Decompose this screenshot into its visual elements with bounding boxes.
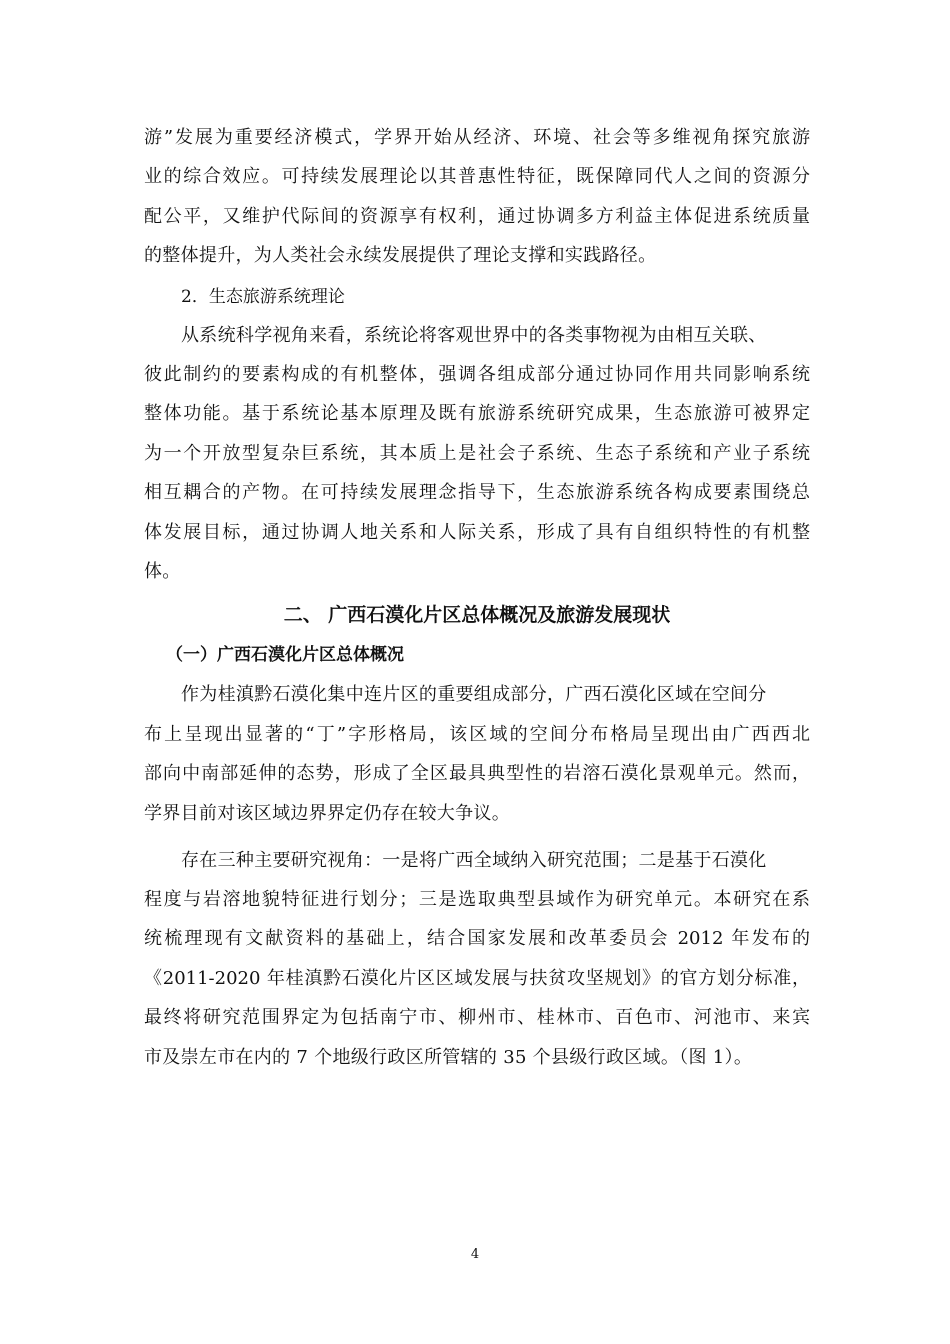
text-line: 为一个开放型复杂巨系统，其本质上是社会子系统、生态子系统和产业子系统 — [144, 443, 810, 464]
text-line: 业的综合效应。可持续发展理论以其普惠性特征，既保障同代人之间的资源分 — [144, 166, 810, 187]
text-line: 彼此制约的要素构成的有机整体，强调各组成部分通过协同作用共同影响系统 — [144, 364, 810, 385]
text-line: 程度与岩溶地貌特征进行划分；三是选取典型县域作为研究单元。本研究在系 — [144, 889, 810, 910]
text-line: 整体功能。基于系统论基本原理及既有旅游系统研究成果，生态旅游可被界定 — [144, 403, 810, 424]
text-line: 市及崇左市在内的 7 个地级行政区所管辖的 35 个县级行政区域。（图 1）。 — [144, 1047, 753, 1068]
text-line: 布上呈现出显著的“丁”字形格局，该区域的空间分布格局呈现出由广西西北 — [144, 724, 810, 745]
text-line: 配公平，又维护代际间的资源享有权利，通过协调多方利益主体促进系统质量 — [144, 206, 810, 227]
page-number: 4 — [470, 1247, 480, 1262]
text-line: 作为桂滇黔石漠化集中连片区的重要组成部分，广西石漠化区域在空间分 — [181, 684, 767, 705]
text-line: 学界目前对该区域边界界定仍存在较大争议。 — [144, 803, 510, 824]
text-line: 部向中南部延伸的态势，形成了全区最具典型性的岩溶石漠化景观单元。然而， — [144, 763, 810, 784]
text-line: 最终将研究范围界定为包括南宁市、柳州市、桂林市、百色市、河池市、来宾 — [144, 1007, 810, 1028]
text-line: 游”发展为重要经济模式，学界开始从经济、环境、社会等多维视角探究旅游 — [144, 127, 810, 148]
text-line: 体发展目标，通过协调人地关系和人际关系，形成了具有自组织特性的有机整 — [144, 522, 810, 543]
text-line: 相互耦合的产物。在可持续发展理念指导下，生态旅游系统各构成要素围绕总 — [144, 482, 810, 503]
text-line: 统梳理现有文献资料的基础上，结合国家发展和改革委员会 2012 年发布的 — [144, 928, 810, 949]
text-line: 存在三种主要研究视角：一是将广西全域纳入研究范围；二是基于石漠化 — [181, 850, 767, 871]
section-heading: 二、 广西石漠化片区总体概况及旅游发展现状 — [283, 604, 671, 626]
text-line: 《2011-2020 年桂滇黔石漠化片区区域发展与扶贫攻坚规划》的官方划分标准， — [144, 968, 810, 989]
subsection-title-ecotourism-system: 2．生态旅游系统理论 — [181, 287, 345, 307]
text-line: 体。 — [144, 561, 181, 582]
text-line: 的整体提升，为人类社会永续发展提供了理论支撑和实践路径。 — [144, 245, 657, 266]
subsection-heading: （一）广西石漠化片区总体概况 — [166, 645, 404, 665]
text-line: 从系统科学视角来看，系统论将客观世界中的各类事物视为由相互关联、 — [181, 325, 767, 346]
